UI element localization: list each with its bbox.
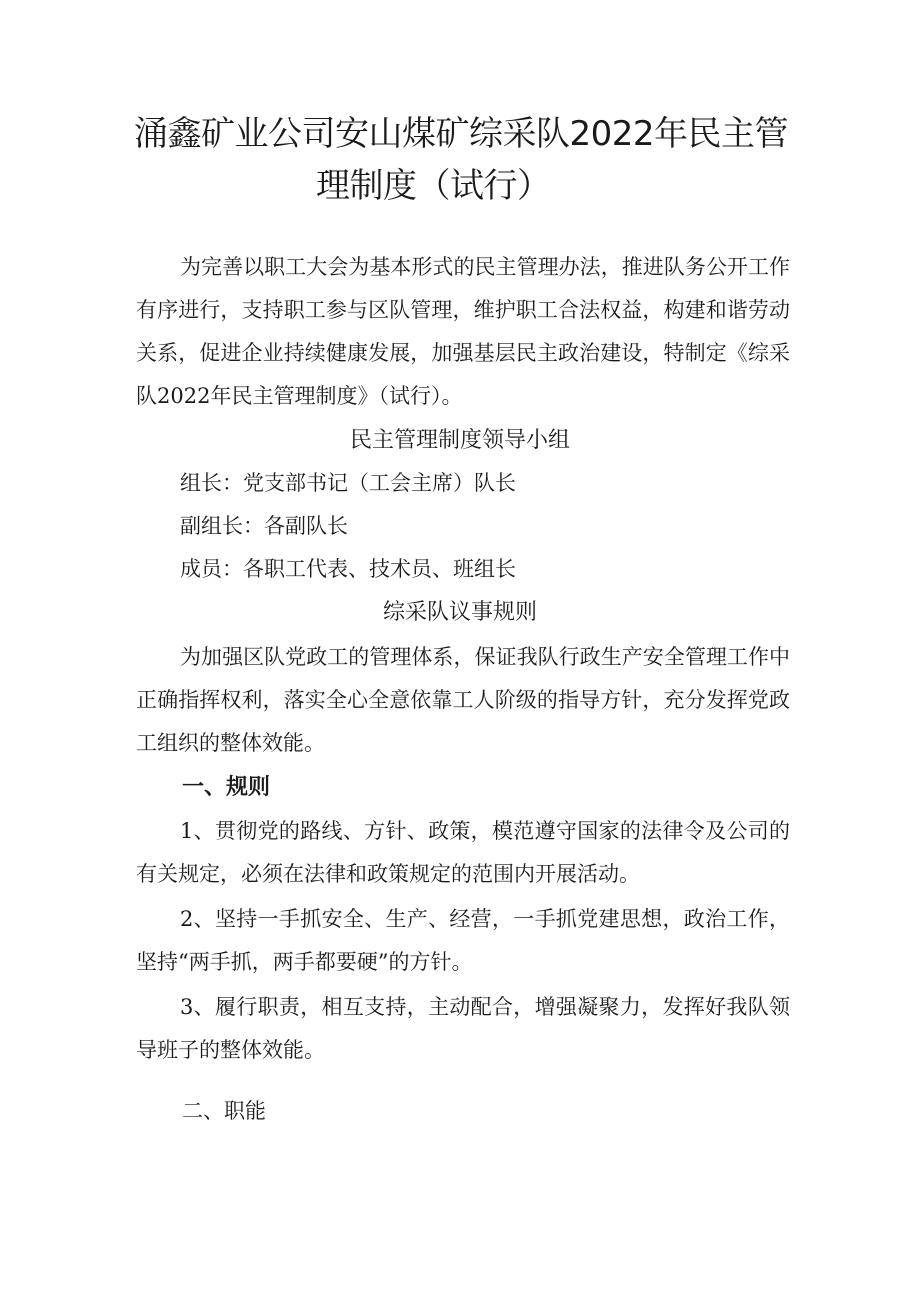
leadership-heading: 民主管理制度领导小组	[349, 428, 570, 453]
document-title	[134, 108, 794, 212]
leader-line: 组长：党支部书记（工会主席）队长	[180, 471, 516, 495]
intro-paragraph: 为完善以职工大会为基本形式的民主管理办法，推进队务公开工作有序进行，支持职工参与区队管理，维护职工合法权益，构建和谐劳动关系，促进企业持续健康发展，加强基层民主政治建设，特制定《综采队2022年民主管理制度》（试行）。	[136, 255, 790, 408]
deputy-line: 副组长：各副队长	[180, 514, 348, 538]
section-two-heading: 二、职能	[182, 1099, 266, 1123]
document-title-line-1: 涌鑫矿业公司安山煤矿综采队2022年民主管	[134, 114, 789, 154]
rules-heading: 综采队议事规则	[382, 600, 537, 625]
rules-intro-paragraph: 为加强区队党政工的管理体系，保证我队行政生产安全管理工作中正确指挥权利，落实全心全意依靠工人阶级的指导方针，充分发挥党政工组织的整体效能。	[136, 645, 790, 755]
rule-2-paragraph: 2、坚持一手抓安全、生产、经营，一手抓党建思想，政治工作，坚持“两手抓，两手都要硬”的方针。	[136, 907, 790, 974]
rule-1-paragraph: 1、贯彻党的路线、方针、政策，模范遵守国家的法律令及公司的有关规定，必须在法律和政策规定的范围内开展活动。	[136, 819, 790, 886]
members-line: 成员：各职工代表、技术员、班组长	[180, 557, 516, 581]
section-one-heading: 一、规则	[182, 775, 271, 800]
rule-3-paragraph: 3、履行职责，相互支持，主动配合，增强凝聚力，发挥好我队领导班子的整体效能。	[136, 995, 790, 1062]
document-title-line-2: 理制度（试行）	[316, 166, 551, 206]
